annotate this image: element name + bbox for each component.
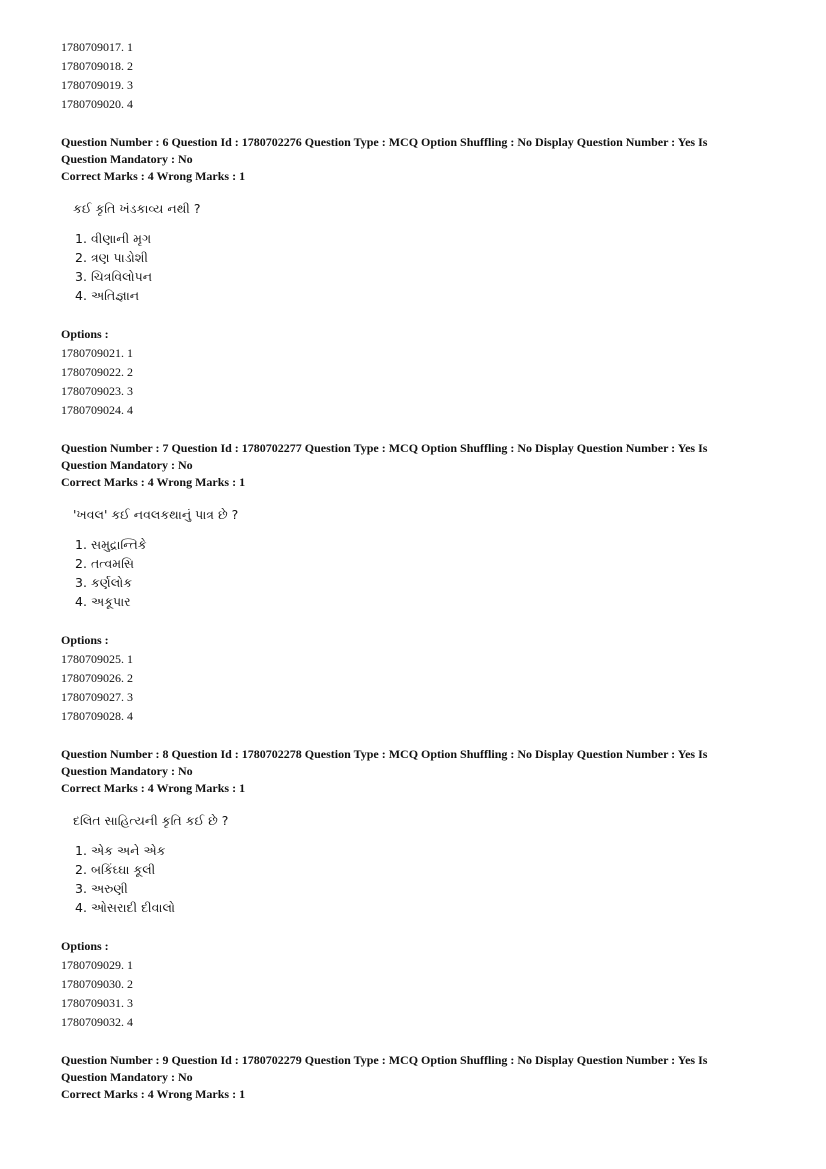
- choice-text: ત્રણ પાડોશી: [90, 250, 148, 265]
- question-meta-line: Question Number : 9 Question Id : 1780702279 Question Type : MCQ Option Shuffling : No Display Question Number : Yes Is: [61, 1053, 708, 1067]
- choice-item: 2. ત્રણ પાડોશી: [75, 250, 148, 265]
- choice-item: 1. વીણાની મૃગ: [75, 231, 152, 246]
- choice-text: અકૂપાર: [90, 594, 131, 609]
- choice-text: અતિજ્ઞાન: [90, 288, 140, 303]
- question-block-6: [61, 134, 761, 420]
- choice-text: ચિત્રવિલોપન: [90, 269, 153, 284]
- question-mandatory-line: Question Mandatory : No: [61, 1070, 193, 1084]
- choice-item: 2. બકિંઘ્ઘા કૂલી: [75, 862, 156, 877]
- choice-text: સમુદ્રાન્તિકે: [90, 537, 147, 552]
- choice-text: તત્વમસિ: [90, 556, 135, 571]
- option-id-line: 1780709026. 2: [61, 671, 133, 685]
- option-id-line: 1780709032. 4: [61, 1015, 133, 1029]
- choice-list: [61, 229, 761, 305]
- question-meta-line: Question Number : 6 Question Id : 1780702276 Question Type : MCQ Option Shuffling : No Display Question Number : Yes Is: [61, 135, 708, 149]
- question-block-7: [61, 440, 761, 726]
- question-header: [61, 440, 751, 491]
- choice-item: 3. અરુણી: [75, 881, 128, 896]
- question-mandatory-line: Question Mandatory : No: [61, 458, 193, 472]
- option-id-line: 1780709017. 1: [61, 40, 133, 54]
- question-header: [61, 746, 751, 797]
- question-meta-line: Question Number : 8 Question Id : 1780702278 Question Type : MCQ Option Shuffling : No Display Question Number : Yes Is: [61, 747, 708, 761]
- question-text: 'ખવલ' કઈ નવલકથાનું પાત્ર છે ?: [73, 507, 239, 522]
- option-id-line: 1780709025. 1: [61, 652, 133, 666]
- choice-list: [61, 841, 761, 917]
- choice-text: અરુણી: [90, 881, 128, 896]
- option-id-line: 1780709023. 3: [61, 384, 133, 398]
- choice-item: 3. કર્ણલોક: [75, 575, 133, 590]
- question-mandatory-line: Question Mandatory : No: [61, 764, 193, 778]
- question-block-9: [61, 1052, 761, 1103]
- question-header: [61, 134, 751, 185]
- question-text: દલિત સાહિત્યની કૃતિ કઈ છે ?: [73, 813, 229, 828]
- option-id-line: 1780709021. 1: [61, 346, 133, 360]
- options-label: Options :: [61, 633, 109, 647]
- choice-text: બકિંઘ્ઘા કૂલી: [90, 862, 156, 877]
- option-id-line: 1780709020. 4: [61, 97, 133, 111]
- choice-text: વીણાની મૃગ: [90, 231, 152, 246]
- question-marks-line: Correct Marks : 4 Wrong Marks : 1: [61, 475, 246, 489]
- option-id-line: 1780709019. 3: [61, 78, 133, 92]
- choice-text: એક અને એક: [90, 843, 166, 858]
- question-mandatory-line: Question Mandatory : No: [61, 152, 193, 166]
- choice-item: 4. અતિજ્ઞાન: [75, 288, 140, 303]
- question-marks-line: Correct Marks : 4 Wrong Marks : 1: [61, 781, 246, 795]
- choice-text: કર્ણલોક: [90, 575, 133, 590]
- choice-item: 2. તત્વમસિ: [75, 556, 135, 571]
- choice-list: [61, 535, 761, 611]
- option-id-line: 1780709027. 3: [61, 690, 133, 704]
- option-id-line: 1780709030. 2: [61, 977, 133, 991]
- choice-item: 4. ઓસરાદી દીવાલો: [75, 900, 176, 915]
- choice-item: 4. અકૂપાર: [75, 594, 131, 609]
- option-id-line: 1780709028. 4: [61, 709, 133, 723]
- question-header: [61, 1052, 751, 1103]
- question-text: કઈ કૃતિ ખંડકાવ્ય નથી ?: [73, 201, 201, 216]
- leading-options-list: [61, 38, 761, 114]
- option-id-line: 1780709022. 2: [61, 365, 133, 379]
- option-id-line: 1780709031. 3: [61, 996, 133, 1010]
- option-id-line: 1780709018. 2: [61, 59, 133, 73]
- question-meta-line: Question Number : 7 Question Id : 1780702277 Question Type : MCQ Option Shuffling : No Display Question Number : Yes Is: [61, 441, 708, 455]
- options-label: Options :: [61, 939, 109, 953]
- option-id-line: 1780709024. 4: [61, 403, 133, 417]
- options-label: Options :: [61, 327, 109, 341]
- question-block-8: [61, 746, 761, 1032]
- option-id-line: 1780709029. 1: [61, 958, 133, 972]
- document-page: [61, 38, 761, 1103]
- choice-text: ઓસરાદી દીવાલો: [90, 900, 176, 915]
- question-marks-line: Correct Marks : 4 Wrong Marks : 1: [61, 1087, 246, 1101]
- question-marks-line: Correct Marks : 4 Wrong Marks : 1: [61, 169, 246, 183]
- choice-item: 1. સમુદ્રાન્તિકે: [75, 537, 147, 552]
- choice-item: 3. ચિત્રવિલોપન: [75, 269, 153, 284]
- choice-item: 1. એક અને એક: [75, 843, 166, 858]
